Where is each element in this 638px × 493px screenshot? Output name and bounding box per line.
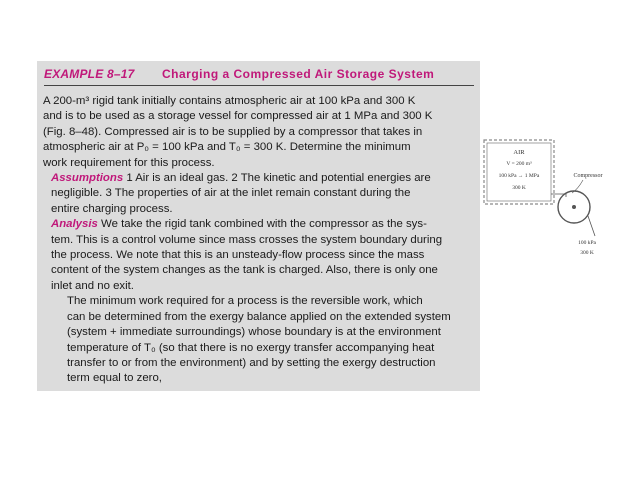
analysis-label: Analysis <box>51 218 98 231</box>
tank-volume: V = 200 m³ <box>506 161 532 167</box>
text-line: content of the system changes as the tank is charged. Also, there is only one <box>51 264 438 277</box>
text-line: negligible. 3 The properties of air at the inlet remain constant during the <box>51 187 411 200</box>
figure-8-48 <box>478 137 638 262</box>
example-header <box>44 66 474 86</box>
assumptions-paragraph <box>43 171 475 217</box>
text-line: temperature of T₀ (so that there is no exergy transfer accompanying heat <box>67 341 435 354</box>
reversible-work-paragraph <box>43 294 475 386</box>
inlet-pressure: 100 kPa <box>578 240 596 246</box>
example-body <box>43 94 475 387</box>
compressor-shaft-icon <box>572 205 576 209</box>
text-line: tem. This is a control volume since mass crosses the system boundary during <box>51 233 443 246</box>
compressor-label: Compressor <box>573 173 603 179</box>
text-line: The minimum work required for a process is the reversible work, which <box>67 295 423 308</box>
text-line: the process. We note that this is an unsteady-flow process since the mass <box>51 249 425 262</box>
text-line: can be determined from the exergy balance applied on the extended system <box>67 310 451 323</box>
inlet-temperature: 300 K <box>580 250 594 256</box>
text-line: transfer to or from the environment) and by setting the exergy destruction <box>67 356 436 369</box>
text-line: and is to be used as a storage vessel for compressed air at 1 MPa and 300 K <box>43 110 433 123</box>
text-line: A 200-m³ rigid tank initially contains atmospheric air at 100 kPa and 300 K <box>43 95 416 107</box>
text-line: entire charging process. <box>51 202 173 215</box>
text-line: We take the rigid tank combined with the compressor as the sys- <box>97 218 427 231</box>
text-line: work requirement for this process. <box>43 156 215 169</box>
text-line: (system + immediate surroundings) whose boundary is at the environment <box>67 326 441 339</box>
analysis-paragraph <box>43 217 475 294</box>
tank-label: AIR <box>513 149 525 156</box>
assumptions-label: Assumptions <box>51 172 124 185</box>
tank-pressure: 100 kPa → 1 MPa <box>498 173 540 179</box>
example-number: EXAMPLE 8–17 <box>44 67 135 81</box>
text-line: 1 Air is an ideal gas. 2 The kinetic and potential energies are <box>123 172 431 185</box>
text-line: term equal to zero, <box>67 372 162 385</box>
text-line: (Fig. 8–48). Compressed air is to be supplied by a compressor that takes in <box>43 125 423 138</box>
example-title: Charging a Compressed Air Storage System <box>162 67 435 81</box>
tank-temperature: 300 K <box>512 185 526 191</box>
text-line: atmospheric air at P₀ = 100 kPa and T₀ = 300 K. Determine the minimum <box>43 141 411 154</box>
text-line: inlet and no exit. <box>51 279 134 292</box>
problem-statement <box>43 94 475 171</box>
compressor-inlet <box>588 216 595 236</box>
